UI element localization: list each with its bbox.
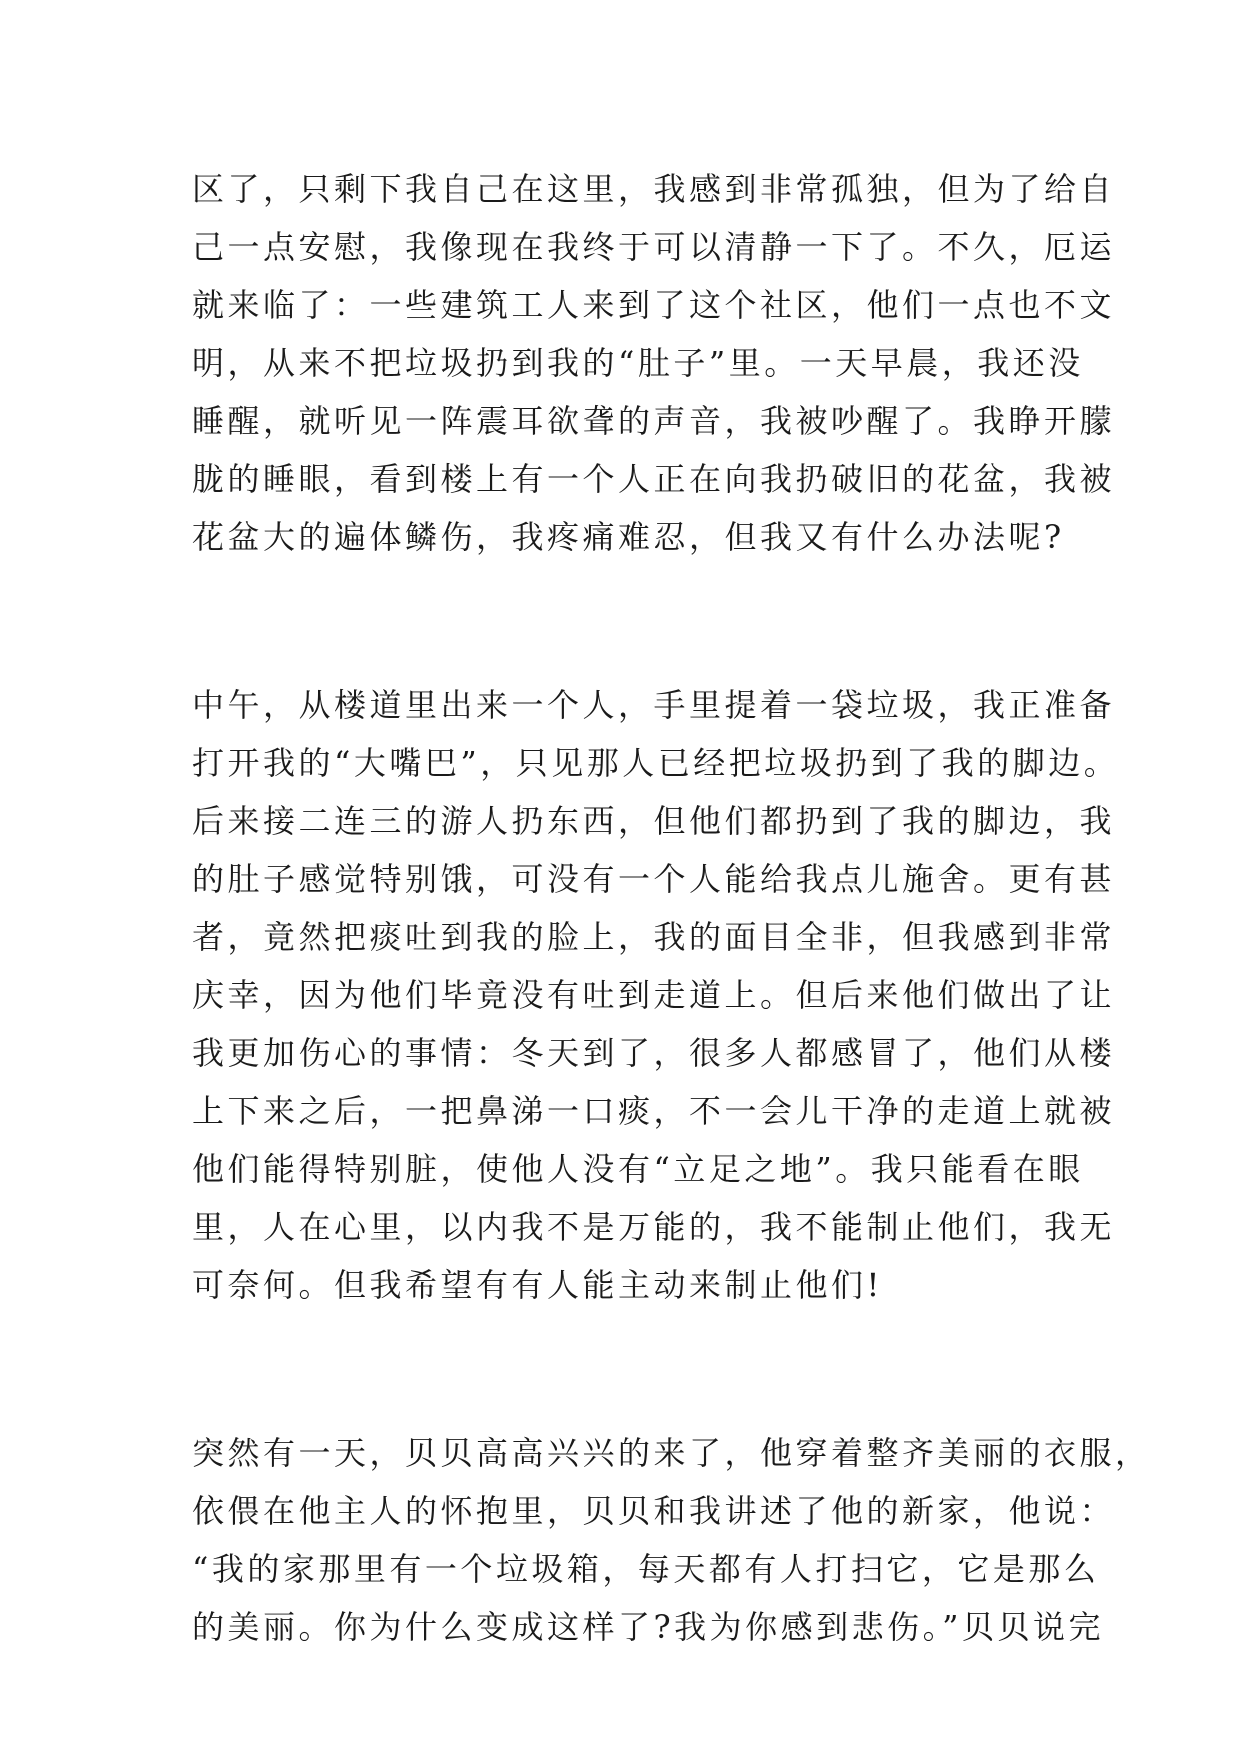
text-line: 者，竟然把痰吐到我的脸上，我的面目全非，但我感到非常 [192,918,1116,956]
text-line: 明，从来不把垃圾扔到我的“肚子”里。一天早晨，我还没 [192,344,1084,382]
text-line: 里，人在心里，以内我不是万能的，我不能制止他们，我无 [192,1208,1116,1246]
document-body [192,160,1151,1656]
text-line: 他们能得特别脏，使他人没有“立足之地”。我只能看在眼 [192,1150,1084,1188]
text-line: 依偎在他主人的怀抱里，贝贝和我讲述了他的新家，他说： [192,1492,1116,1530]
text-line: 胧的睡眼，看到楼上有一个人正在向我扔破旧的花盆，我被 [192,460,1116,498]
paragraph-spacer [192,566,1072,676]
text-line: 睡醒，就听见一阵震耳欲聋的声音，我被吵醒了。我睁开朦 [192,402,1116,440]
text-line: 庆幸，因为他们毕竟没有吐到走道上。但后来他们做出了让 [192,976,1116,1014]
text-line: 突然有一天，贝贝高高兴兴的来了，他穿着整齐美丽的衣服， [192,1434,1151,1472]
text-line: “我的家那里有一个垃圾箱，每天都有人打扫它，它是那么 [192,1550,1100,1588]
text-line: 己一点安慰，我像现在我终于可以清静一下了。不久，厄运 [192,228,1116,266]
paragraph-spacer [192,1314,1072,1424]
text-line: 中午，从楼道里出来一个人，手里提着一袋垃圾，我正准备 [192,686,1116,724]
paragraph-2 [192,676,1120,1314]
text-line: 的肚子感觉特别饿，可没有一个人能给我点儿施舍。更有甚 [192,860,1116,898]
text-line: 打开我的“大嘴巴”，只见那人已经把垃圾扔到了我的脚边。 [192,744,1120,782]
paragraph-3 [192,1424,1151,1656]
text-line: 的美丽。你为什么变成这样了?我为你感到悲伤。”贝贝说完 [192,1608,1105,1646]
text-line: 区了，只剩下我自己在这里，我感到非常孤独，但为了给自 [192,170,1116,208]
text-line: 就来临了：一些建筑工人来到了这个社区，他们一点也不文 [192,286,1116,324]
text-line: 可奈何。但我希望有有人能主动来制止他们! [192,1266,883,1304]
text-line: 花盆大的遍体鳞伤，我疼痛难忍，但我又有什么办法呢? [192,518,1065,556]
text-line: 上下来之后，一把鼻涕一口痰，不一会儿干净的走道上就被 [192,1092,1116,1130]
paragraph-1 [192,160,1116,566]
text-line: 我更加伤心的事情：冬天到了，很多人都感冒了，他们从楼 [192,1034,1116,1072]
text-line: 后来接二连三的游人扔东西，但他们都扔到了我的脚边，我 [192,802,1116,840]
